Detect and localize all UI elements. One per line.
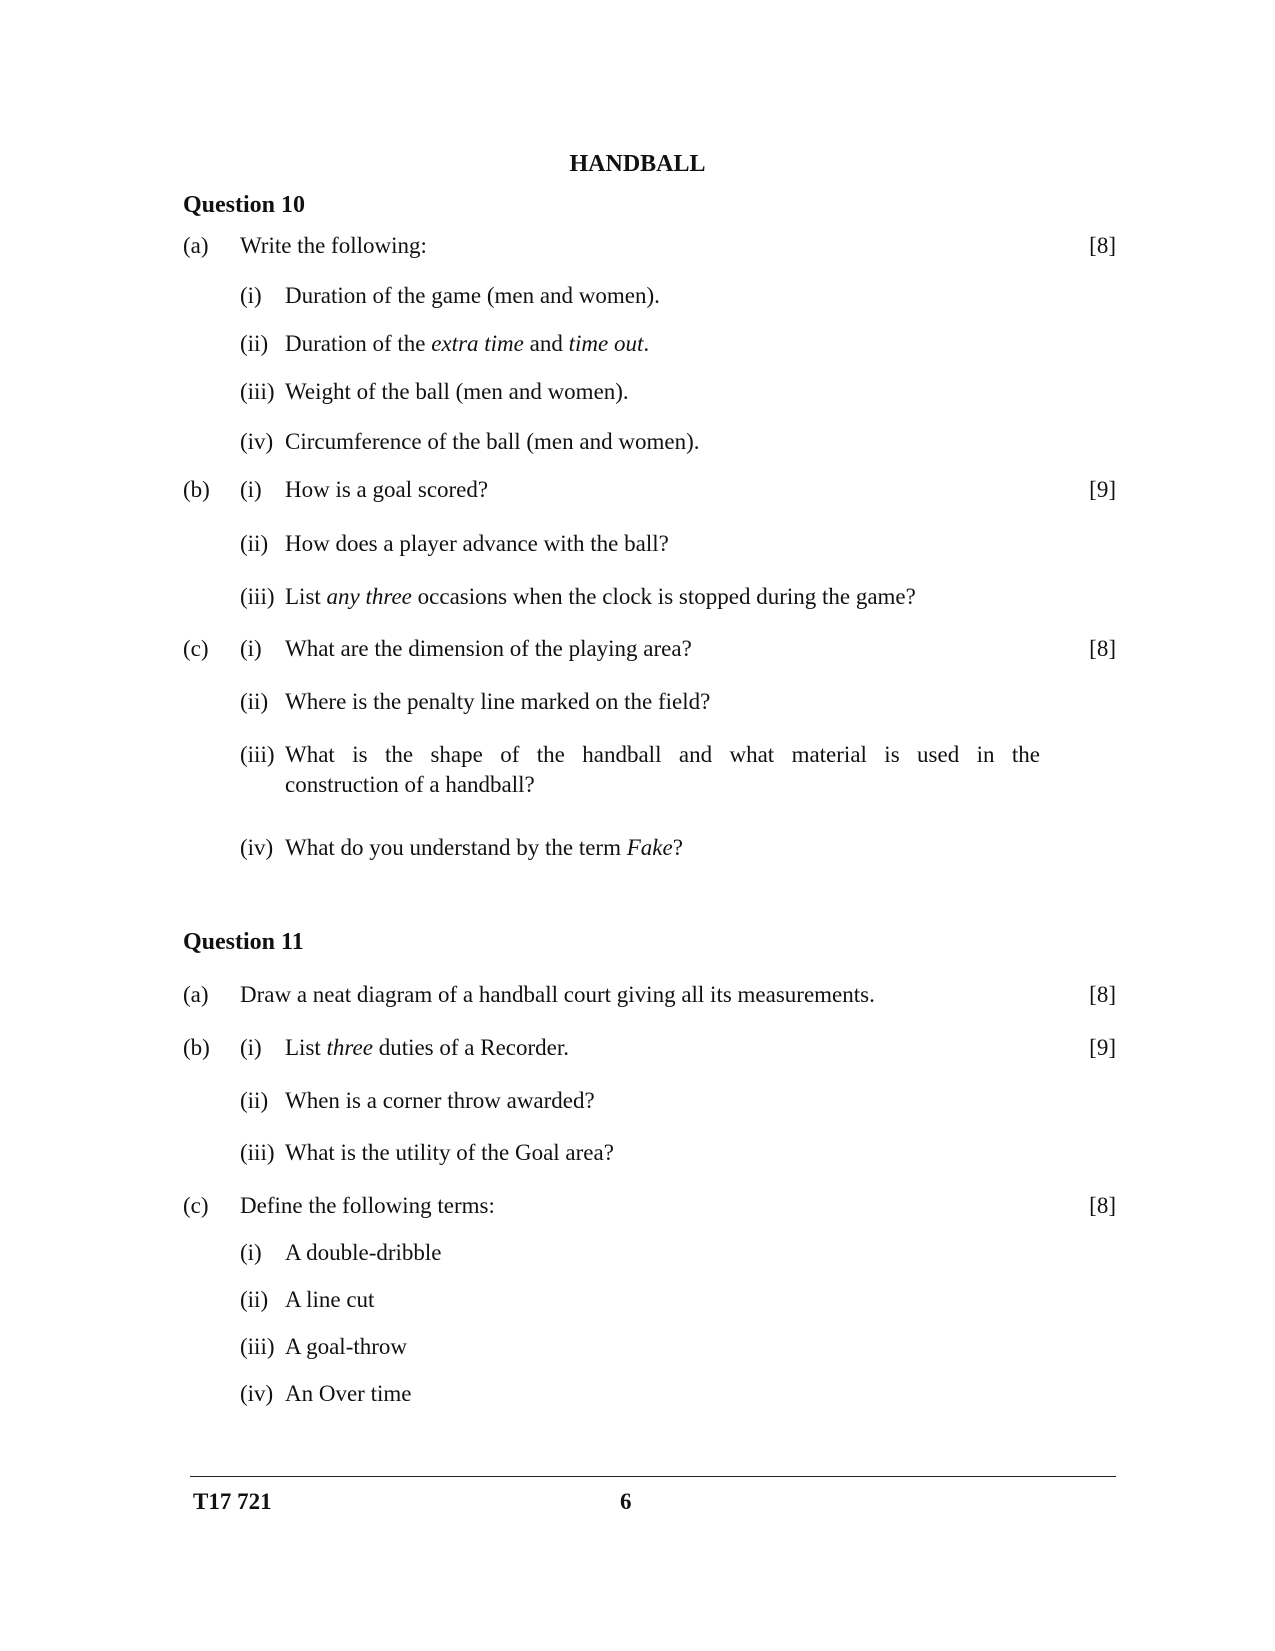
- q11-c-text: Define the following terms:: [240, 1193, 495, 1218]
- q10-c-iv-t2: ?: [672, 835, 683, 860]
- q10-b-iii-t1: List: [285, 584, 327, 609]
- q10-c-i-text: What are the dimension of the playing area?: [285, 636, 692, 661]
- q10-c-ii-label: (ii): [240, 689, 269, 714]
- q10-c-iii-line1: What is the shape of the handball and what material is used in the: [285, 742, 1040, 767]
- q10-a-ii-t2: and: [523, 331, 569, 356]
- q10-a-iv-label: (iv): [240, 429, 274, 454]
- q10-c-iv-t1: What do you understand by the term: [285, 835, 627, 860]
- q10-a-marks: [8]: [1089, 233, 1116, 258]
- q11-a-marks: [8]: [1089, 982, 1116, 1007]
- q11-c-i-text: A double-dribble: [285, 1240, 442, 1265]
- q10-b-iii-label: (iii): [240, 584, 275, 609]
- q10-a-ii-text: [285, 332, 649, 355]
- q11-b-i-em: three: [326, 1035, 373, 1060]
- q11-b-marks: [9]: [1089, 1035, 1116, 1060]
- question-10-heading: Question 10: [183, 192, 306, 218]
- q11-b-iii-label: (iii): [240, 1140, 275, 1165]
- q11-a-label: (a): [183, 982, 209, 1007]
- q11-c-i-label: (i): [240, 1240, 262, 1265]
- q11-c-marks: [8]: [1089, 1193, 1116, 1218]
- q11-c-ii-text: A line cut: [285, 1287, 375, 1312]
- q10-b-label: (b): [183, 477, 210, 502]
- q10-a-i-label: (i): [240, 283, 262, 308]
- q11-b-iii-text: What is the utility of the Goal area?: [285, 1140, 614, 1165]
- q11-c-iv-text: An Over time: [285, 1381, 412, 1406]
- q10-c-iii-label: (iii): [240, 742, 275, 767]
- q11-b-i-t1: List: [285, 1035, 327, 1060]
- q10-a-ii-t1: Duration of the: [285, 331, 432, 356]
- q10-c-iv-label: (iv): [240, 835, 274, 860]
- q11-c-iv-label: (iv): [240, 1381, 274, 1406]
- q10-b-i-text: How is a goal scored?: [285, 477, 489, 502]
- q11-b-i-t2: duties of a Recorder.: [372, 1035, 570, 1060]
- q10-b-iii-text: [285, 585, 916, 608]
- q10-a-label: (a): [183, 233, 209, 258]
- q10-a-ii-label: (ii): [240, 331, 269, 356]
- q10-a-ii-em2: time out: [568, 331, 644, 356]
- q10-a-i-text: Duration of the game (men and women).: [285, 283, 660, 308]
- q11-c-label: (c): [183, 1193, 209, 1218]
- q10-b-ii-text: How does a player advance with the ball?: [285, 531, 669, 556]
- q10-b-ii-label: (ii): [240, 531, 269, 556]
- q10-c-iv-em: Fake: [626, 835, 673, 860]
- q10-c-iv-text: [285, 836, 683, 859]
- question-11-heading: Question 11: [183, 929, 304, 955]
- q10-b-iii-t2: occasions when the clock is stopped during the game?: [411, 584, 916, 609]
- q11-b-label: (b): [183, 1035, 210, 1060]
- q10-a-ii-t3: .: [643, 331, 650, 356]
- q11-b-i-text: [285, 1036, 569, 1059]
- footer-divider: [190, 1476, 1116, 1477]
- q10-c-ii-text: Where is the penalty line marked on the field?: [285, 689, 711, 714]
- q10-a-iii-text: Weight of the ball (men and women).: [285, 379, 629, 404]
- q10-b-iii-em: any three: [326, 584, 412, 609]
- q10-c-label: (c): [183, 636, 209, 661]
- q10-c-i-label: (i): [240, 636, 262, 661]
- q10-a-iv-text: Circumference of the ball (men and women).: [285, 429, 700, 454]
- q11-b-ii-label: (ii): [240, 1088, 269, 1113]
- q10-c-iii-line2: construction of a handball?: [285, 772, 535, 797]
- q11-c-iii-label: (iii): [240, 1334, 275, 1359]
- q10-a-iii-label: (iii): [240, 379, 275, 404]
- q11-c-iii-text: A goal-throw: [285, 1334, 408, 1359]
- paper-code: T17 721: [193, 1489, 272, 1514]
- q11-b-ii-text: When is a corner throw awarded?: [285, 1088, 595, 1113]
- q11-c-ii-label: (ii): [240, 1287, 269, 1312]
- q10-b-i-label: (i): [240, 477, 262, 502]
- q10-a-ii-em1: extra time: [431, 331, 524, 356]
- q10-b-marks: [9]: [1089, 477, 1116, 502]
- page-title: HANDBALL: [569, 151, 706, 177]
- q10-a-text: Write the following:: [240, 233, 427, 258]
- q11-b-i-label: (i): [240, 1035, 262, 1060]
- q10-c-marks: [8]: [1089, 636, 1116, 661]
- page-number: 6: [620, 1489, 632, 1514]
- q11-a-text: Draw a neat diagram of a handball court giving all its measurements.: [240, 982, 875, 1007]
